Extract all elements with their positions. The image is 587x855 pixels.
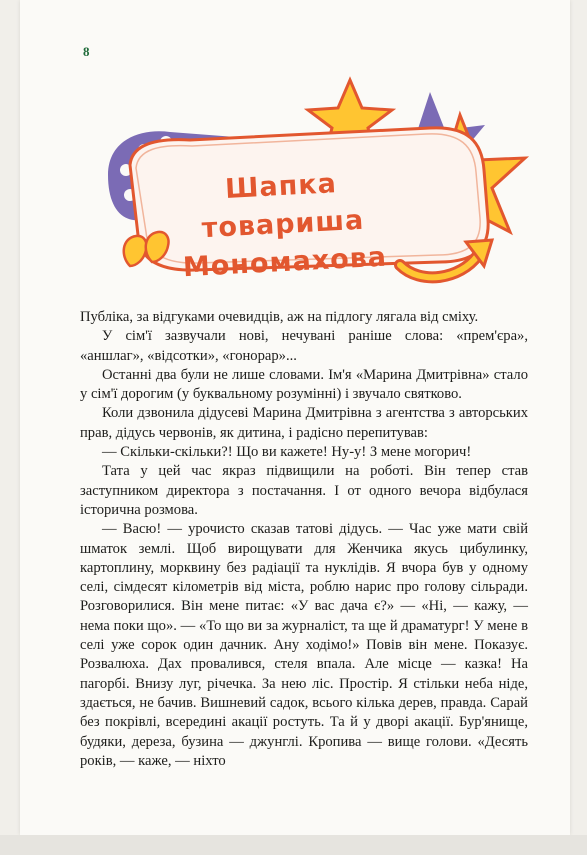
paragraph: Тата у цей час якраз підвищили на роботі. Він тепер став заступником директора з постачання. І от одного вечора відбулася історична розмова. xyxy=(80,463,528,518)
page-bottom-edge xyxy=(0,835,587,855)
paragraph: У сім'ї зазвучали нові, нечувані раніше слова: «прем'єра», «аншлаг», «відсотки», «гонорар»... xyxy=(80,328,528,364)
chapter-title-line-2: Мономахова xyxy=(182,241,388,284)
chapter-title-line-1: Шапка товариша xyxy=(200,168,366,245)
paragraph: Коли дзвонила дідусеві Марина Дмитрівна з агентства з авторських прав, дідусь червонів, як дитина, і радісно перепитував: xyxy=(80,405,528,441)
chapter-title xyxy=(145,161,421,289)
page-number: 8 xyxy=(83,44,90,59)
paragraph: Останні два були не лише словами. Ім'я «Марина Дмитрівна» стало у сім'ї дорогим (у буквальному розумінні) і звучало святково. xyxy=(80,366,528,403)
paragraph: — Васю! — урочисто сказав татові дідусь. — Час уже мати свій шматок землі. Щоб вирощувати для Женчика якусь цибулинку, картоплину, морквину без радіації та нуклідів. Я вчора був у одному селі, сімдесят кілометрів від міста, роблю нарис про голову сільради. Розговорилися. Він мене питає: «У вас дача є?» — «Ні, — кажу, — нема поки що». — «То що ви за журналіст, та ще й драматург! У мене в селі уже сорок один дачник. Ану ходімо!» Повів він мене. Показує. Розвалюха. Дах провалився, стеля впала. Але місце — казка! На пагорбі. Внизу луг, річечка. За нею ліс. Простір. Я стільки неба ніде, здається, не бачив. Вишневий садок, всього кілька дерев, правда. Сарай без покрівлі, всередині акації ростуть. Та й у дворі акації. Бур'янище, будяки, дереза, бузина — джунглі. Кропива — вище голови. «Десять років, — каже, — ніхто xyxy=(80,521,528,769)
chapter-body xyxy=(80,308,528,771)
paragraph: — Скільки-скільки?! Що ви кажете! Ну-у! З мене могорич! xyxy=(102,444,472,461)
paragraph: Публіка, за відгуками очевидців, аж на підлогу лягала від сміху. xyxy=(80,309,479,325)
